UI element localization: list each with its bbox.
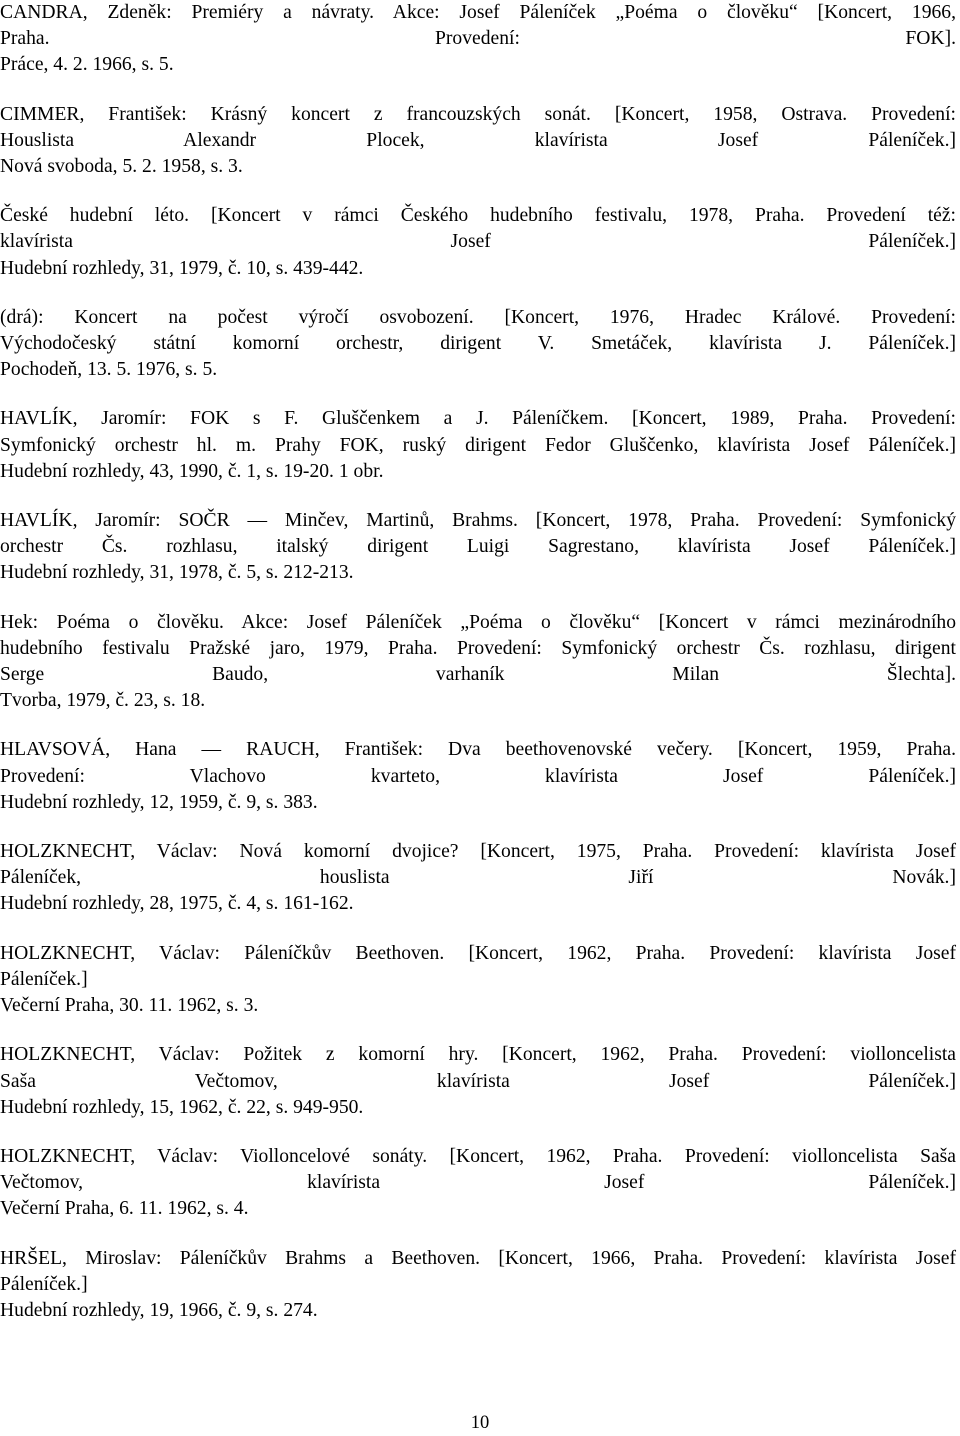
- entry-line: Večerní Praha, 6. 11. 1962, s. 4.: [0, 1198, 249, 1220]
- entry-line: HAVLÍK, Jaromír: SOČR — Minčev, Martinů, Brahms. [Koncert, 1978, Praha. Provedení: Symfonický: [0, 510, 956, 532]
- entry-line: HRŠEL, Miroslav: Páleníčkův Brahms a Beethoven. [Koncert, 1966, Praha. Provedení: klavírista Josef: [0, 1247, 956, 1269]
- bibliography-entry: [0, 203, 956, 282]
- entry-line: Páleníček.]: [0, 968, 88, 990]
- entry-line: Páleníček, houslista Jiří Novák.]: [0, 867, 956, 889]
- entry-line: (drá): Koncert na počest výročí osvobození. [Koncert, 1976, Hradec Králové. Provedení:: [0, 306, 956, 328]
- bibliography-entry: [0, 839, 956, 918]
- entry-line: HOLZKNECHT, Václav: Nová komorní dvojice? [Koncert, 1975, Praha. Provedení: klavírista Josef: [0, 841, 956, 863]
- entry-line: Večerní Praha, 30. 11. 1962, s. 3.: [0, 995, 259, 1017]
- entry-line: Tvorba, 1979, č. 23, s. 18.: [0, 690, 206, 712]
- entry-line: Hudební rozhledy, 12, 1959, č. 9, s. 383.: [0, 791, 318, 813]
- entry-line: klavírista Josef Páleníček.]: [0, 231, 956, 253]
- bibliography-entry: [0, 0, 956, 79]
- entry-line: Práce, 4. 2. 1966, s. 5.: [0, 54, 174, 76]
- entry-line: Hudební rozhledy, 28, 1975, č. 4, s. 161-162.: [0, 893, 354, 915]
- entry-line: Pochodeň, 13. 5. 1976, s. 5.: [0, 359, 218, 381]
- entry-line: Východočeský státní komorní orchestr, dirigent V. Smetáček, klavírista J. Páleníček.]: [0, 333, 956, 355]
- bibliography-entry: [0, 305, 956, 384]
- entry-line: Hudební rozhledy, 31, 1979, č. 10, s. 439-442.: [0, 257, 364, 279]
- page-number: 10: [470, 1413, 490, 1433]
- entry-line: Saša Večtomov, klavírista Josef Páleníček.]: [0, 1070, 956, 1092]
- entry-line: České hudební léto. [Koncert v rámci Českého hudebního festivalu, 1978, Praha. Provedení též:: [0, 205, 956, 227]
- entry-line: HAVLÍK, Jaromír: FOK s F. Gluščenkem a J. Páleníčkem. [Koncert, 1989, Praha. Provedení:: [0, 408, 956, 430]
- bibliography-entry: [0, 737, 956, 816]
- entry-line: Páleníček.]: [0, 1273, 88, 1295]
- entry-line: CANDRA, Zdeněk: Premiéry a návraty. Akce: Josef Páleníček „Poéma o člověku“ [Koncert, 1966,: [0, 2, 956, 23]
- entry-line: Večtomov, klavírista Josef Páleníček.]: [0, 1172, 956, 1194]
- bibliography-entry: [0, 941, 956, 1020]
- bibliography-entry: [0, 1144, 956, 1223]
- entry-line: CIMMER, František: Krásný koncert z francouzských sonát. [Koncert, 1958, Ostrava. Provedení:: [0, 103, 956, 125]
- bibliography-entry: [0, 508, 956, 587]
- entry-line: Hek: Poéma o člověku. Akce: Josef Páleníček „Poéma o člověku“ [Koncert v rámci mezinárodního: [0, 611, 956, 633]
- entry-line: Nová svoboda, 5. 2. 1958, s. 3.: [0, 156, 243, 178]
- bibliography-entry: [0, 610, 956, 715]
- bibliography-entry: [0, 1246, 956, 1325]
- entry-line: Hudební rozhledy, 19, 1966, č. 9, s. 274.: [0, 1299, 318, 1321]
- entry-line: Serge Baudo, varhaník Milan Šlechta].: [0, 664, 956, 686]
- bibliography-entry: [0, 1042, 956, 1121]
- entry-line: Hudební rozhledy, 43, 1990, č. 1, s. 19-20. 1 obr.: [0, 460, 384, 482]
- entry-line: Houslista Alexandr Plocek, klavírista Josef Páleníček.]: [0, 129, 956, 151]
- entry-line: HOLZKNECHT, Václav: Violloncelové sonáty. [Koncert, 1962, Praha. Provedení: violloncelista Saša: [0, 1145, 956, 1167]
- entry-line: HOLZKNECHT, Václav: Páleníčkův Beethoven. [Koncert, 1962, Praha. Provedení: klavírista Josef: [0, 942, 956, 964]
- entry-line: HLAVSOVÁ, Hana — RAUCH, František: Dva beethovenovské večery. [Koncert, 1959, Praha.: [0, 739, 956, 761]
- entry-line: orchestr Čs. rozhlasu, italský dirigent Luigi Sagrestano, klavírista Josef Páleníček.]: [0, 536, 956, 558]
- entry-line: Hudební rozhledy, 15, 1962, č. 22, s. 949-950.: [0, 1096, 364, 1118]
- entry-line: HOLZKNECHT, Václav: Požitek z komorní hry. [Koncert, 1962, Praha. Provedení: violloncelista: [0, 1044, 956, 1066]
- entry-line: Hudební rozhledy, 31, 1978, č. 5, s. 212-213.: [0, 562, 354, 584]
- entry-line: Praha. Provedení: FOK].: [0, 28, 956, 50]
- entry-line: Symfonický orchestr hl. m. Prahy FOK, ruský dirigent Fedor Gluščenko, klavírista Josef Páleníček.]: [0, 434, 956, 456]
- entry-line: hudebního festivalu Pražské jaro, 1979, Praha. Provedení: Symfonický orchestr Čs. rozhlasu, dirigent: [0, 637, 956, 659]
- bibliography-entry: [0, 406, 956, 485]
- entry-line: Provedení: Vlachovo kvarteto, klavírista Josef Páleníček.]: [0, 765, 956, 787]
- bibliography-entry: [0, 102, 956, 181]
